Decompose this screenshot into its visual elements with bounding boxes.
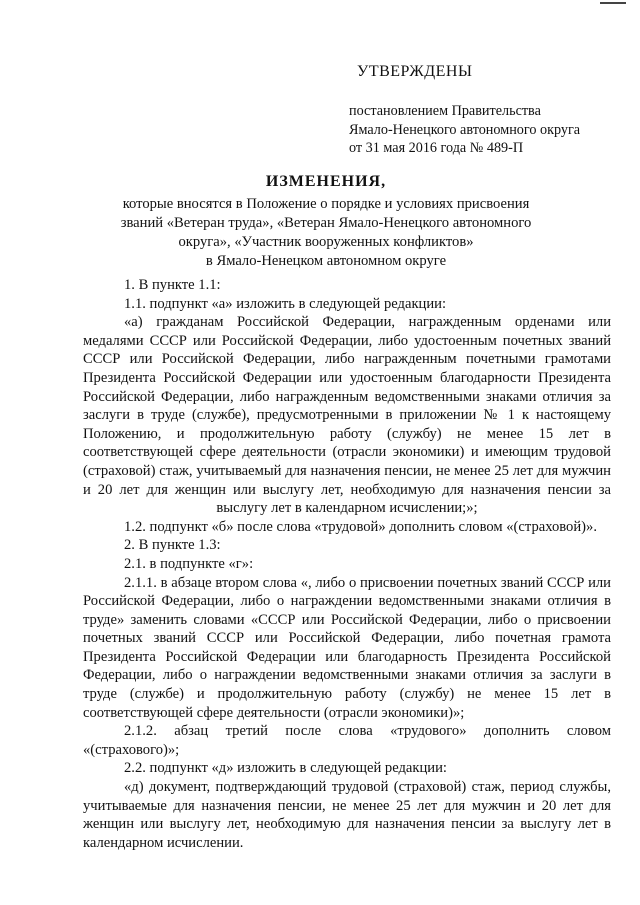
paragraph-item-2: 2. В пункте 1.3:: [124, 537, 221, 554]
paragraph-subitem-2-1: 2.1. в подпункте «г»:: [124, 555, 254, 572]
document-title-block: [90, 171, 562, 271]
document-subtitle-line: округа», «Участник вооруженных конфликтов»: [178, 234, 474, 250]
approval-block: [349, 62, 629, 158]
scan-corner-mark: [600, 2, 626, 4]
paragraph-subitem-2-1-1: 2.1.1. в абзаце втором слова «, либо о присвоении почетных званий СССР или Российской Федерации, либо о награждении ведомственными знаками отличия в труде» заменить словами «СССР или Российской Федерации, либо о присвоении почетных званий СССР или Российской Федерации, либо почетная грамота Президента Российской Федерации или благодарность Президента Российской Федерации, либо о награждении ведомственными знаками отличия за заслуги в труде (службе) и продолжительную работу (службу) не менее 15 лет в соответствующей сфере деятельности (отрасли экономики)»;: [83, 574, 611, 721]
paragraph-subitem-2-1-2: 2.1.2. абзац третий после слова «трудового» дополнить словом «(страхового)»;: [83, 723, 611, 758]
document-subtitle-line: званий «Ветеран труда», «Ветеран Ямало-Ненецкого автономного: [120, 215, 532, 231]
document-title: ИЗМЕНЕНИЯ,: [265, 173, 387, 190]
paragraph-item-1: 1. В пункте 1.1:: [124, 277, 221, 293]
approval-line: постановлением Правительства: [349, 103, 541, 119]
paragraph-subitem-1-1: 1.1. подпункт «а» изложить в следующей редакции:: [124, 295, 447, 312]
paragraph-subitem-2-2: 2.2. подпункт «д» изложить в следующей редакции:: [124, 760, 447, 777]
document-subtitle-line: которые вносятся в Положение о порядке и условиях присвоения: [122, 196, 530, 212]
paragraph-subitem-1-2: 1.2. подпункт «б» после слова «трудовой» дополнить словом «(страховой)».: [124, 518, 597, 535]
paragraph-subitem-d-text: «д) документ, подтверждающий трудовой (страховой) стаж, период службы, учитываемые для назначения пенсии, не менее 25 лет для мужчин и 20 лет для женщин или выслугу лет, необходимую для назначения пенсии за выслугу лет в календарном исчислении.: [83, 779, 611, 851]
approval-heading: УТВЕРЖДЕНЫ: [357, 63, 473, 80]
document-subtitle-line: в Ямало-Ненецком автономном округе: [205, 253, 447, 269]
paragraph-subitem-a-text: «а) гражданам Российской Федерации, награжденным орденами или медалями СССР или Российской Федерации, либо удостоенным почетных званий СССР или Российской Федерации, либо награжденным почетными грамотами Президента Российской Федерации или удостоенным благодарности Президента Российской Федерации, либо награжденным ведомственными знаками отличия за заслуги в труде (службе), предусмотренными в приложении № 1 к настоящему Положению, и продолжительную работу (службу) не менее 15 лет в соответствующей сфере деятельности (отрасли экономики) и имеющим трудовой (страховой) стаж, учитываемый для назначения пенсии, не менее 25 лет для мужчин и 20 лет для женщин или выслугу лет, необходимую для назначения пенсии за выслугу лет в календарном исчислении;»;: [83, 314, 611, 517]
document-body: [83, 276, 611, 852]
approval-line: Ямало-Ненецкого автономного округа: [349, 121, 581, 138]
approval-line: от 31 мая 2016 года № 489-П: [349, 140, 524, 156]
